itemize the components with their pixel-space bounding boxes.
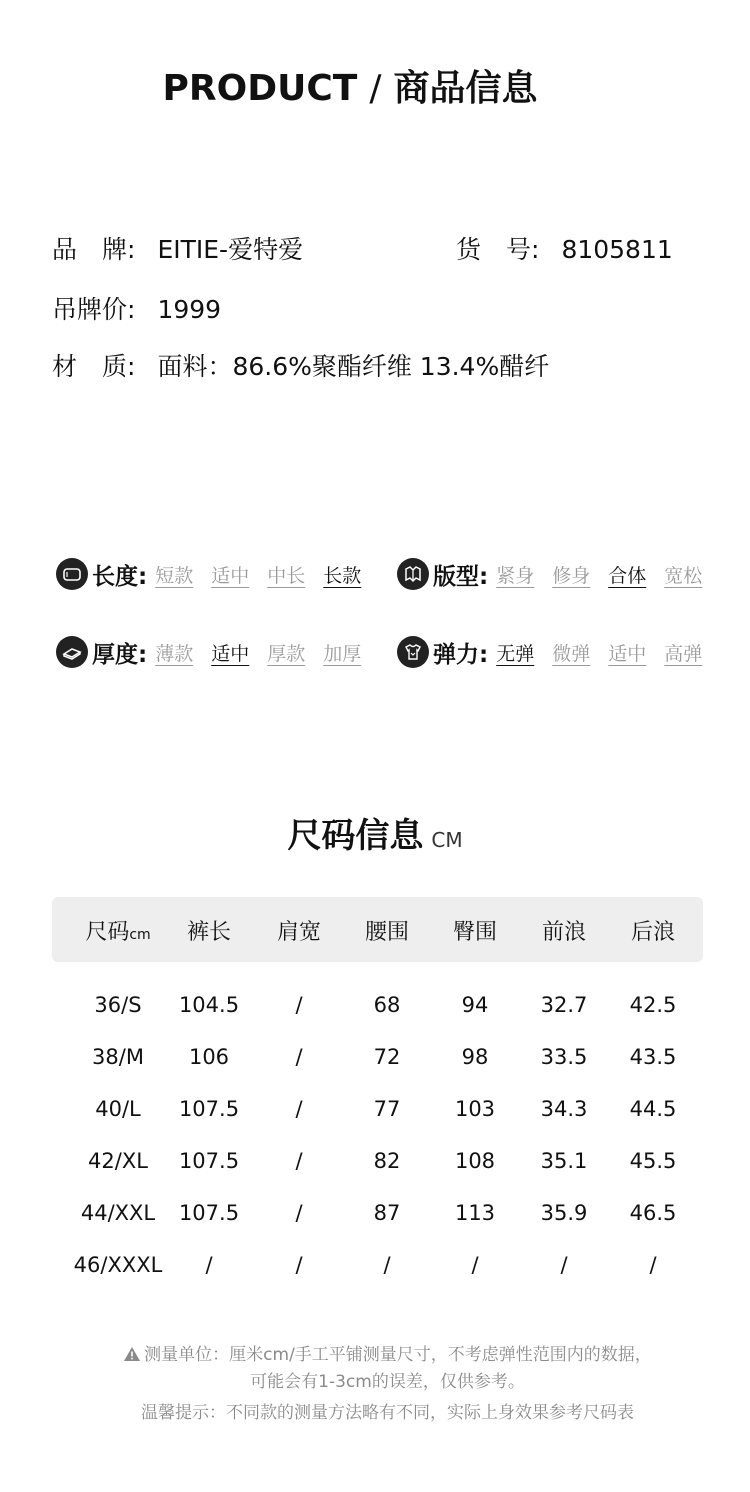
header-cell: 前浪	[541, 920, 586, 945]
measure-cell: 77	[373, 1097, 401, 1121]
table-row	[52, 1201, 703, 1241]
measure-cell: 32.7	[540, 993, 588, 1017]
size-cell: 44/XXL	[80, 1201, 156, 1225]
measure-cell: 103	[454, 1097, 496, 1121]
header-cell: 臀围	[452, 920, 497, 945]
brand-value: EITIE-爱特爱	[157, 235, 304, 264]
measure-cell: 82	[373, 1149, 401, 1173]
attr-option: 适中	[211, 564, 250, 587]
measure-cell: /	[295, 1097, 303, 1121]
material-label: 材 质:	[52, 352, 136, 381]
header-cell: 后浪	[630, 920, 675, 945]
table-row	[52, 1097, 703, 1137]
attr-option: 高弹	[664, 642, 703, 665]
attr-elasticity	[397, 634, 702, 670]
attr-option-selected: 合体	[608, 564, 647, 587]
measure-cell: /	[649, 1253, 657, 1277]
table-row	[52, 1045, 703, 1085]
note-line-2: 可能会有1-3cm的误差，仅供参考。	[250, 1372, 525, 1392]
thickness-icon	[56, 636, 88, 668]
sku-row	[456, 230, 673, 266]
measure-cell: 33.5	[540, 1045, 588, 1069]
measure-cell: 107.5	[178, 1097, 240, 1121]
attr-thickness-label: 厚度:	[92, 641, 148, 668]
header-cell: 腰围	[364, 920, 409, 945]
attr-fit-label: 版型:	[433, 563, 489, 590]
measure-cell: 34.3	[540, 1097, 588, 1121]
attr-thickness-options	[155, 639, 361, 666]
attr-length	[56, 556, 361, 592]
measure-cell: /	[295, 993, 303, 1017]
header-cell: 肩宽	[276, 920, 321, 945]
measure-cell: /	[295, 1253, 303, 1277]
material-row	[52, 347, 549, 383]
price-value: 1999	[157, 295, 222, 324]
title-cn: 商品信息	[393, 68, 538, 109]
measure-cell: 98	[461, 1045, 489, 1069]
measure-cell: /	[383, 1253, 391, 1277]
attr-option: 微弹	[552, 642, 591, 665]
measure-cell: 104.5	[178, 993, 240, 1017]
measure-cell: 72	[373, 1045, 401, 1069]
table-row	[52, 993, 703, 1033]
size-cell: 46/XXXL	[73, 1253, 163, 1277]
measure-cell: 107.5	[178, 1149, 240, 1173]
attr-option-selected: 长款	[323, 564, 362, 587]
measure-cell: /	[205, 1253, 213, 1277]
size-cell: 36/S	[94, 993, 142, 1017]
attr-option: 加厚	[323, 642, 362, 665]
attr-option: 短款	[155, 564, 194, 587]
measure-cell: 113	[454, 1201, 496, 1225]
measure-cell: /	[471, 1253, 479, 1277]
note-line-3: 温馨提示：不同款的测量方法略有不同，实际上身效果参考尺码表	[141, 1403, 634, 1423]
attr-fit-options	[496, 561, 702, 588]
measure-cell: 46.5	[629, 1201, 677, 1225]
size-table-header	[52, 897, 703, 962]
fit-icon	[397, 558, 429, 590]
header-cell: 裤长	[186, 920, 231, 945]
size-title-text: 尺码信息	[287, 816, 424, 856]
measure-cell: 45.5	[629, 1149, 677, 1173]
brand-label: 品 牌:	[52, 235, 136, 264]
table-row	[52, 1149, 703, 1189]
attr-option: 薄款	[155, 642, 194, 665]
attr-fit	[397, 556, 702, 592]
warning-icon	[123, 1346, 141, 1362]
measure-cell: 106	[188, 1045, 230, 1069]
note-text-1: 测量单位：厘米cm/手工平铺测量尺寸，不考虑弹性范围内的数据，	[144, 1345, 652, 1365]
measure-cell: 42.5	[629, 993, 677, 1017]
attr-option: 紧身	[496, 564, 535, 587]
size-cell: 38/M	[92, 1045, 144, 1069]
header-size-unit: cm	[129, 927, 151, 943]
page-title	[0, 60, 700, 111]
material-value: 面料：86.6%聚酯纤维 13.4%醋纤	[157, 352, 550, 381]
sku-value: 8105811	[561, 235, 673, 264]
measure-cell: 43.5	[629, 1045, 677, 1069]
measure-cell: 35.9	[540, 1201, 588, 1225]
measure-cell: /	[560, 1253, 568, 1277]
size-title-unit: CM	[431, 828, 463, 852]
measure-cell: 35.1	[540, 1149, 588, 1173]
length-icon	[56, 558, 88, 590]
measure-cell: 87	[373, 1201, 401, 1225]
attr-option: 厚款	[267, 642, 306, 665]
size-cell: 40/L	[95, 1097, 141, 1121]
attr-length-label: 长度:	[92, 563, 148, 590]
measure-cell: 44.5	[629, 1097, 677, 1121]
table-row	[52, 1253, 703, 1293]
title-en: PRODUCT	[162, 68, 358, 109]
size-cell: 42/XL	[88, 1149, 148, 1173]
attr-option-selected: 适中	[211, 642, 250, 665]
header-cell-size	[63, 915, 173, 946]
elasticity-icon	[397, 636, 429, 668]
attr-option: 修身	[552, 564, 591, 587]
attr-option: 宽松	[664, 564, 703, 587]
measure-cell: /	[295, 1201, 303, 1225]
price-row	[52, 290, 221, 326]
measure-cell: 108	[454, 1149, 496, 1173]
note-line-1	[0, 1340, 750, 1365]
size-section-title	[0, 808, 750, 857]
attr-option-selected: 无弹	[496, 642, 535, 665]
attr-elasticity-label: 弹力:	[433, 641, 489, 668]
price-label: 吊牌价:	[52, 295, 136, 324]
header-size-label: 尺码	[85, 920, 130, 945]
measure-cell: 94	[461, 993, 489, 1017]
brand-row	[52, 230, 303, 266]
sku-label: 货 号:	[456, 235, 540, 264]
attr-option: 适中	[608, 642, 647, 665]
attr-elasticity-options	[496, 639, 702, 666]
measure-cell: 68	[373, 993, 401, 1017]
attr-length-options	[155, 561, 361, 588]
measure-cell: /	[295, 1149, 303, 1173]
measure-cell: /	[295, 1045, 303, 1069]
title-separator: /	[369, 68, 382, 109]
attr-option: 中长	[267, 564, 306, 587]
attr-thickness	[56, 634, 361, 670]
measure-cell: 107.5	[178, 1201, 240, 1225]
